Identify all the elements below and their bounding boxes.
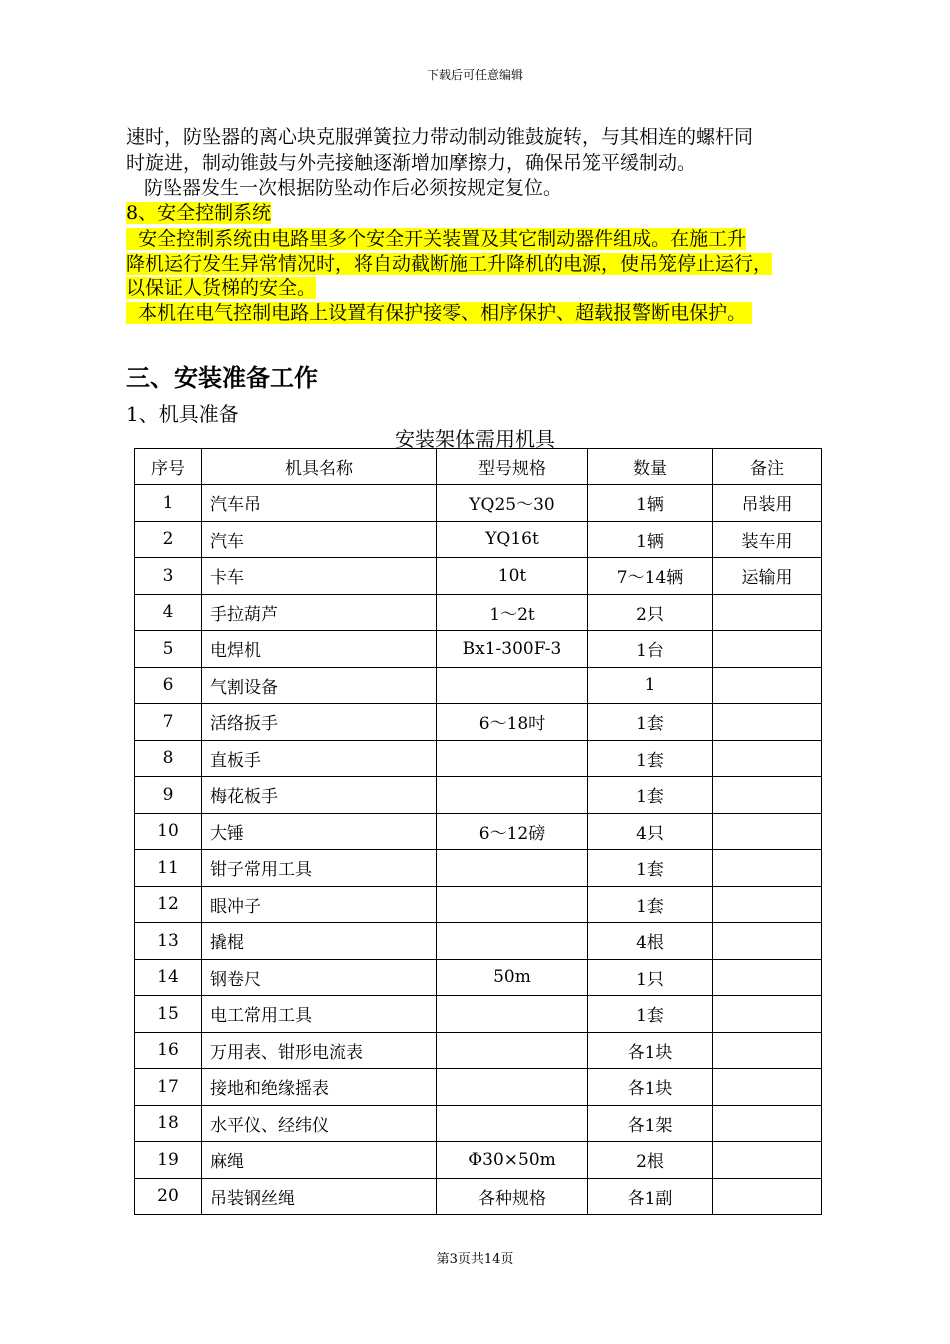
remark-cell — [713, 886, 822, 923]
row-number-cell: 13 — [135, 923, 202, 960]
remark-cell — [713, 777, 822, 814]
tool-name-cell: 钳子常用工具 — [202, 850, 437, 887]
table-row — [135, 521, 822, 558]
highlighted-text: 安全控制系统由电路里多个安全开关装置及其它制动器件组成。在施工升 — [126, 228, 746, 250]
remark-cell — [713, 1032, 822, 1069]
remark-cell — [713, 704, 822, 741]
model-spec-cell — [437, 850, 588, 887]
quantity-cell: 1只 — [588, 959, 713, 996]
row-number-cell: 9 — [135, 777, 202, 814]
model-spec-cell — [437, 777, 588, 814]
model-spec-cell — [437, 886, 588, 923]
model-spec-cell: YQ16t — [437, 521, 588, 558]
quantity-cell: 1台 — [588, 631, 713, 668]
model-spec-cell: 6～18吋 — [437, 704, 588, 741]
remark-cell: 装车用 — [713, 521, 822, 558]
model-spec-cell: 50m — [437, 959, 588, 996]
table-row — [135, 594, 822, 631]
tool-name-cell: 电焊机 — [202, 631, 437, 668]
row-number-cell: 5 — [135, 631, 202, 668]
table-row — [135, 1105, 822, 1142]
row-number-cell: 10 — [135, 813, 202, 850]
row-number-cell: 11 — [135, 850, 202, 887]
page-header: 下载后可任意编辑 — [426, 68, 523, 82]
row-number-cell: 19 — [135, 1142, 202, 1179]
quantity-cell: 1辆 — [588, 521, 713, 558]
quantity-cell: 1套 — [588, 996, 713, 1033]
tool-name-cell: 电工常用工具 — [202, 996, 437, 1033]
table-caption: 安装架体需用机具 — [395, 427, 555, 451]
header-cell: 型号规格 — [437, 449, 588, 485]
tool-name-cell: 万用表、钳形电流表 — [202, 1032, 437, 1069]
quantity-cell: 各1块 — [588, 1032, 713, 1069]
row-number-cell: 16 — [135, 1032, 202, 1069]
row-number-cell: 20 — [135, 1178, 202, 1215]
header-cell: 数量 — [588, 449, 713, 485]
table-row — [135, 558, 822, 595]
remark-cell — [713, 594, 822, 631]
row-number-cell: 2 — [135, 521, 202, 558]
section-title: 三、安装准备工作 — [126, 364, 318, 392]
remark-cell: 运输用 — [713, 558, 822, 595]
paragraph-line: 防坠器发生一次根据防坠动作后必须按规定复位。 — [144, 177, 563, 199]
highlighted-text: 8、安全控制系统 — [126, 202, 272, 224]
subsection-title: 1、机具准备 — [126, 402, 239, 426]
remark-cell — [713, 1142, 822, 1179]
tool-name-cell: 活络扳手 — [202, 704, 437, 741]
remark-cell — [713, 667, 822, 704]
quantity-cell: 2根 — [588, 1142, 713, 1179]
remark-cell — [713, 1105, 822, 1142]
table-row — [135, 740, 822, 777]
table-row — [135, 667, 822, 704]
tool-name-cell: 眼冲子 — [202, 886, 437, 923]
tool-name-cell: 梅花板手 — [202, 777, 437, 814]
tool-name-cell: 钢卷尺 — [202, 959, 437, 996]
table-row — [135, 886, 822, 923]
row-number-cell: 8 — [135, 740, 202, 777]
row-number-cell: 14 — [135, 959, 202, 996]
remark-cell — [713, 1178, 822, 1215]
model-spec-cell — [437, 1032, 588, 1069]
remark-cell — [713, 923, 822, 960]
paragraph-line — [126, 251, 772, 277]
table-row — [135, 1142, 822, 1179]
model-spec-cell: 6～12磅 — [437, 813, 588, 850]
paragraph-line: 时旋进，制动锥鼓与外壳接触逐渐增加摩擦力，确保吊笼平缓制动。 — [126, 152, 697, 174]
paragraph-line — [126, 300, 752, 326]
remark-cell — [713, 813, 822, 850]
tool-name-cell: 直板手 — [202, 740, 437, 777]
table-row — [135, 704, 822, 741]
remark-cell — [713, 740, 822, 777]
remark-cell: 吊装用 — [713, 485, 822, 522]
highlighted-text: 以保证人货梯的安全。 — [126, 277, 317, 299]
row-number-cell: 15 — [135, 996, 202, 1033]
tool-name-cell: 汽车吊 — [202, 485, 437, 522]
table-row — [135, 996, 822, 1033]
quantity-cell: 各1副 — [588, 1178, 713, 1215]
paragraph-line — [126, 226, 746, 252]
section-8-heading — [126, 200, 271, 226]
model-spec-cell — [437, 1069, 588, 1106]
quantity-cell: 4根 — [588, 923, 713, 960]
model-spec-cell: Φ30×50m — [437, 1142, 588, 1179]
paragraph-line: 速时，防坠器的离心块克服弹簧拉力带动制动锥鼓旋转，与其相连的螺杆同 — [126, 126, 754, 148]
row-number-cell: 18 — [135, 1105, 202, 1142]
quantity-cell: 1套 — [588, 740, 713, 777]
tool-name-cell: 手拉葫芦 — [202, 594, 437, 631]
row-number-cell: 3 — [135, 558, 202, 595]
tool-name-cell: 汽车 — [202, 521, 437, 558]
quantity-cell: 4只 — [588, 813, 713, 850]
equipment-table — [134, 448, 822, 1215]
table-row — [135, 959, 822, 996]
remark-cell — [713, 850, 822, 887]
model-spec-cell — [437, 996, 588, 1033]
tool-name-cell: 麻绳 — [202, 1142, 437, 1179]
quantity-cell: 7～14辆 — [588, 558, 713, 595]
table-row — [135, 1178, 822, 1215]
quantity-cell: 1套 — [588, 886, 713, 923]
model-spec-cell — [437, 667, 588, 704]
quantity-cell: 各1块 — [588, 1069, 713, 1106]
page-footer: 第3页共14页 — [436, 1252, 514, 1267]
quantity-cell: 1辆 — [588, 485, 713, 522]
row-number-cell: 17 — [135, 1069, 202, 1106]
model-spec-cell: Bx1-300F-3 — [437, 631, 588, 668]
model-spec-cell: 1～2t — [437, 594, 588, 631]
model-spec-cell — [437, 1105, 588, 1142]
tool-name-cell: 气割设备 — [202, 667, 437, 704]
remark-cell — [713, 959, 822, 996]
row-number-cell: 12 — [135, 886, 202, 923]
tool-name-cell: 卡车 — [202, 558, 437, 595]
model-spec-cell: 10t — [437, 558, 588, 595]
model-spec-cell — [437, 740, 588, 777]
model-spec-cell — [437, 923, 588, 960]
quantity-cell: 2只 — [588, 594, 713, 631]
quantity-cell: 1套 — [588, 704, 713, 741]
header-cell: 序号 — [135, 449, 202, 485]
table-header-row — [135, 449, 822, 485]
remark-cell — [713, 1069, 822, 1106]
table-row — [135, 485, 822, 522]
tool-name-cell: 接地和绝缘摇表 — [202, 1069, 437, 1106]
quantity-cell: 1套 — [588, 777, 713, 814]
remark-cell — [713, 996, 822, 1033]
row-number-cell: 6 — [135, 667, 202, 704]
table-row — [135, 777, 822, 814]
table-row — [135, 631, 822, 668]
header-cell: 备注 — [713, 449, 822, 485]
tool-name-cell: 水平仪、经纬仪 — [202, 1105, 437, 1142]
quantity-cell: 各1架 — [588, 1105, 713, 1142]
paragraph-line — [126, 275, 316, 301]
quantity-cell: 1套 — [588, 850, 713, 887]
table-row — [135, 1032, 822, 1069]
table-row — [135, 1069, 822, 1106]
table-row — [135, 813, 822, 850]
model-spec-cell: YQ25～30 — [437, 485, 588, 522]
row-number-cell: 4 — [135, 594, 202, 631]
remark-cell — [713, 631, 822, 668]
table-row — [135, 850, 822, 887]
row-number-cell: 1 — [135, 485, 202, 522]
quantity-cell: 1 — [588, 667, 713, 704]
model-spec-cell: 各种规格 — [437, 1178, 588, 1215]
tool-name-cell: 撬棍 — [202, 923, 437, 960]
tool-name-cell: 大锤 — [202, 813, 437, 850]
highlighted-text: 降机运行发生异常情况时，将自动截断施工升降机的电源，使吊笼停止运行， — [126, 253, 773, 275]
row-number-cell: 7 — [135, 704, 202, 741]
highlighted-text: 本机在电气控制电路上设置有保护接零、相序保护、超载报警断电保护。 — [126, 302, 752, 324]
header-cell: 机具名称 — [202, 449, 437, 485]
table-row — [135, 923, 822, 960]
tool-name-cell: 吊装钢丝绳 — [202, 1178, 437, 1215]
